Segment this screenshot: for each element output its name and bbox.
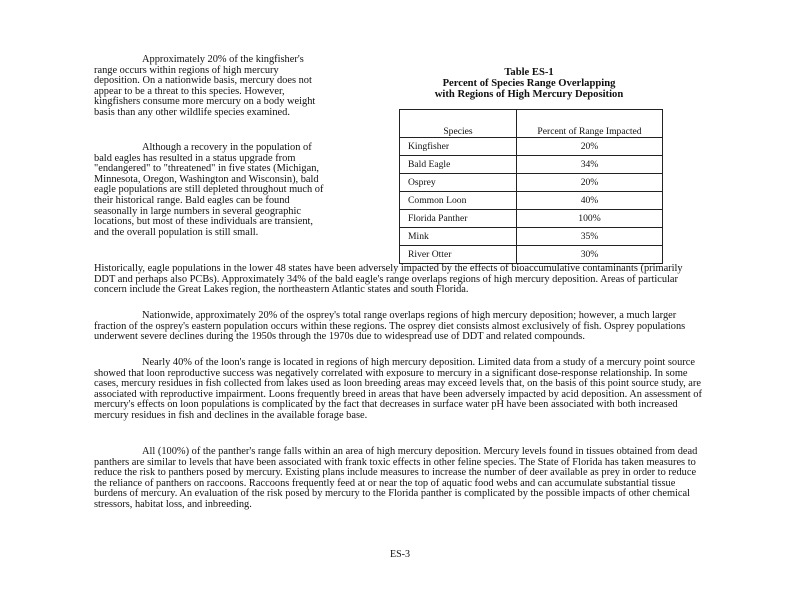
- table-row: [400, 210, 663, 228]
- table-header-row: [400, 110, 663, 138]
- table-row: [400, 174, 663, 192]
- percent-cell: 35%: [517, 228, 663, 246]
- table-subtitle-line1: Percent of Species Range Overlapping: [442, 78, 616, 89]
- paragraph-panther: All (100%) of the panther's range falls within an area of high mercury deposition. Mercury levels found in tissues obtained from dead panthers are similar to levels that have been associated with frank toxic effects in other feline species. The State of Florida has taken measures to reduce the risk to panthers posed by mercury. Existing plans include measures to increase the number of deer available as prey in order to reduce the reliance of panthers on raccoons. Raccoons frequently feed at or near the top of aquatic food webs and can accumulate substantial tissue burdens of mercury. An evaluation of the risk posed by mercury to the Florida panther is complicated by the possible impacts of other chemical stressors, habitat loss, and inbreeding.: [94, 446, 698, 510]
- species-range-table: [399, 109, 663, 264]
- percent-cell: 30%: [517, 246, 663, 264]
- paragraph-kingfisher: Approximately 20% of the kingfisher's range occurs within regions of high mercury deposition. On a nationwide basis, mercury does not appear to be a threat to this species. However, kingfishers consume more mercury on a body weight basis than any other wildlife species examined.: [94, 54, 316, 118]
- table-row: [400, 228, 663, 246]
- paragraph-loon: Nearly 40% of the loon's range is located in regions of high mercury deposition. Limited data from a study of a mercury point source showed that loon reproductive success was negatively correlated with exposure to mercury in a significant dose-response relationship. In some cases, mercury residues in fish collected from lakes used as loon breeding areas may exceed levels that, on the basis of this point source study, are associated with reproductive impairment. Loons frequently breed in areas that have been adversely impacted by acid deposition. An assessment of mercury's effects on loon populations is complicated by the fact that decreases in surface water pH have been associated with both increased mercury residues in fish and declines in the available forage base.: [94, 357, 702, 421]
- table-row: [400, 138, 663, 156]
- species-cell: Florida Panther: [400, 210, 517, 228]
- table-row: [400, 192, 663, 210]
- percent-cell: 20%: [517, 138, 663, 156]
- species-cell: Common Loon: [400, 192, 517, 210]
- species-cell: Mink: [400, 228, 517, 246]
- percent-cell: 34%: [517, 156, 663, 174]
- paragraph-bald-eagle: Although a recovery in the population of bald eagles has resulted in a status upgrade from "endangered" to "threatened" in five states (Michigan, Minnesota, Oregon, Washington and Wisconsin), bald eagle populations are still depleted throughout much of their historical range. Bald eagles can be found seasonally in large numbers in several geographic locations, but most of these individuals are transient, and the overall population is still small.: [94, 142, 324, 238]
- table-subtitle-line2: with Regions of High Mercury Deposition: [434, 89, 624, 100]
- species-cell: Osprey: [400, 174, 517, 192]
- paragraph-osprey: Nationwide, approximately 20% of the osprey's total range overlaps regions of high mercury deposition; however, a much larger fraction of the osprey's eastern population occurs within these regions. The osprey diet consists almost exclusively of fish. Osprey populations underwent severe declines during the 1950s through the 1970s due to widespread use of DDT and related compounds.: [94, 310, 686, 343]
- table-row: [400, 246, 663, 264]
- species-cell: River Otter: [400, 246, 517, 264]
- table-row: [400, 156, 663, 174]
- column-header-species: Species: [400, 110, 517, 138]
- column-header-percent: Percent of Range Impacted: [517, 110, 663, 138]
- page-number: ES-3: [390, 549, 410, 560]
- species-cell: Bald Eagle: [400, 156, 517, 174]
- percent-cell: 40%: [517, 192, 663, 210]
- percent-cell: 20%: [517, 174, 663, 192]
- species-cell: Kingfisher: [400, 138, 517, 156]
- paragraph-bald-eagle-continued: Historically, eagle populations in the lower 48 states have been adversely impacted by the effects of bioaccumulative contaminants (primarily DDT and perhaps also PCBs). Approximately 34% of the bald eagle's range overlaps regions of high mercury deposition. Areas of particular concern include the Great Lakes region, the northeastern Atlantic states and south Florida.: [94, 263, 683, 296]
- percent-cell: 100%: [517, 210, 663, 228]
- table-title: Table ES-1: [504, 67, 554, 78]
